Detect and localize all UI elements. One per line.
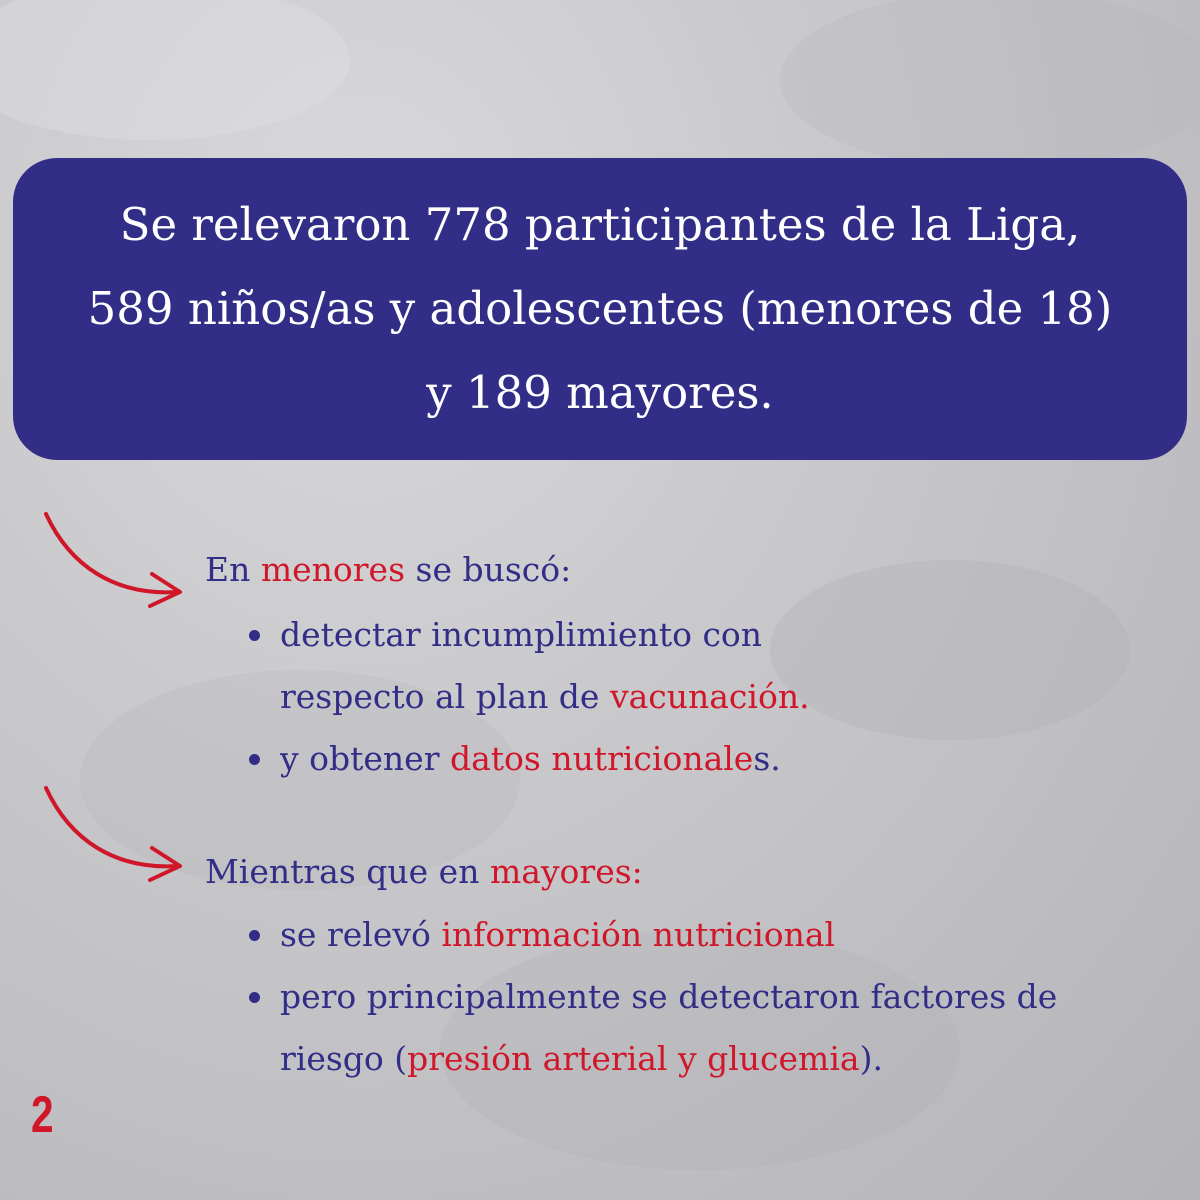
bullet-icon (249, 754, 260, 765)
minors-bullet-2-highlight: datos nutricionale (449, 739, 754, 778)
adults-bullet-2-conjunction: y (667, 1039, 708, 1078)
minors-heading-suffix: se buscó: (405, 550, 572, 589)
adults-bullet-1-highlight: información nutricional (441, 915, 836, 954)
minors-bullet-list (244, 604, 810, 790)
minors-heading-prefix: En (205, 550, 261, 589)
adults-bullet-1-text (280, 904, 1057, 966)
headline-banner (13, 158, 1187, 460)
adults-bullet-1-prefix: se relevó (280, 915, 442, 954)
adults-bullet-2-line-2 (280, 1028, 1057, 1090)
list-item (244, 728, 810, 790)
adults-bullet-2-highlight-pressure: presión arterial (407, 1039, 668, 1078)
adults-bullet-2-suffix: ). (859, 1039, 883, 1078)
adults-heading-prefix: Mientras que en (205, 852, 490, 891)
headline-line-1: Se relevaron 778 participantes de la Liga, (119, 198, 1081, 251)
minors-heading-highlight: menores (260, 550, 406, 589)
bullet-icon (249, 992, 260, 1003)
adults-heading-highlight: mayores: (489, 852, 643, 891)
adults-bullet-2-line-1: pero principalmente se detectaron factores de (280, 977, 1058, 1016)
bullet-icon (249, 930, 260, 941)
headline-line-2: 589 niños/as y adolescentes (menores de 18) (87, 282, 1113, 335)
minors-bullet-2-text (280, 728, 810, 790)
adults-bullet-list (244, 904, 1057, 1090)
adults-bullet-2-highlight-glucose: glucemia (707, 1039, 860, 1078)
minors-bullet-1-highlight: vacunación. (609, 677, 810, 716)
list-item (244, 904, 1057, 966)
page-number: 2 (31, 1086, 54, 1144)
minors-bullet-1-prefix: respecto al plan de (280, 677, 610, 716)
curved-arrow-right-icon (40, 508, 190, 608)
list-item (244, 966, 1057, 1090)
headline-line-3: y 189 mayores. (426, 366, 774, 419)
minors-bullet-1-line-1: detectar incumplimiento con (280, 615, 763, 654)
adults-heading (205, 852, 643, 891)
curved-arrow-right-icon (40, 782, 190, 882)
minors-bullet-2-prefix: y obtener (280, 739, 450, 778)
bullet-icon (249, 630, 260, 641)
adults-bullet-2-prefix: riesgo ( (280, 1039, 408, 1078)
list-item (244, 604, 810, 728)
minors-bullet-1-line-2 (280, 666, 810, 728)
minors-heading (205, 550, 571, 589)
minors-bullet-2-suffix: s. (753, 739, 781, 778)
